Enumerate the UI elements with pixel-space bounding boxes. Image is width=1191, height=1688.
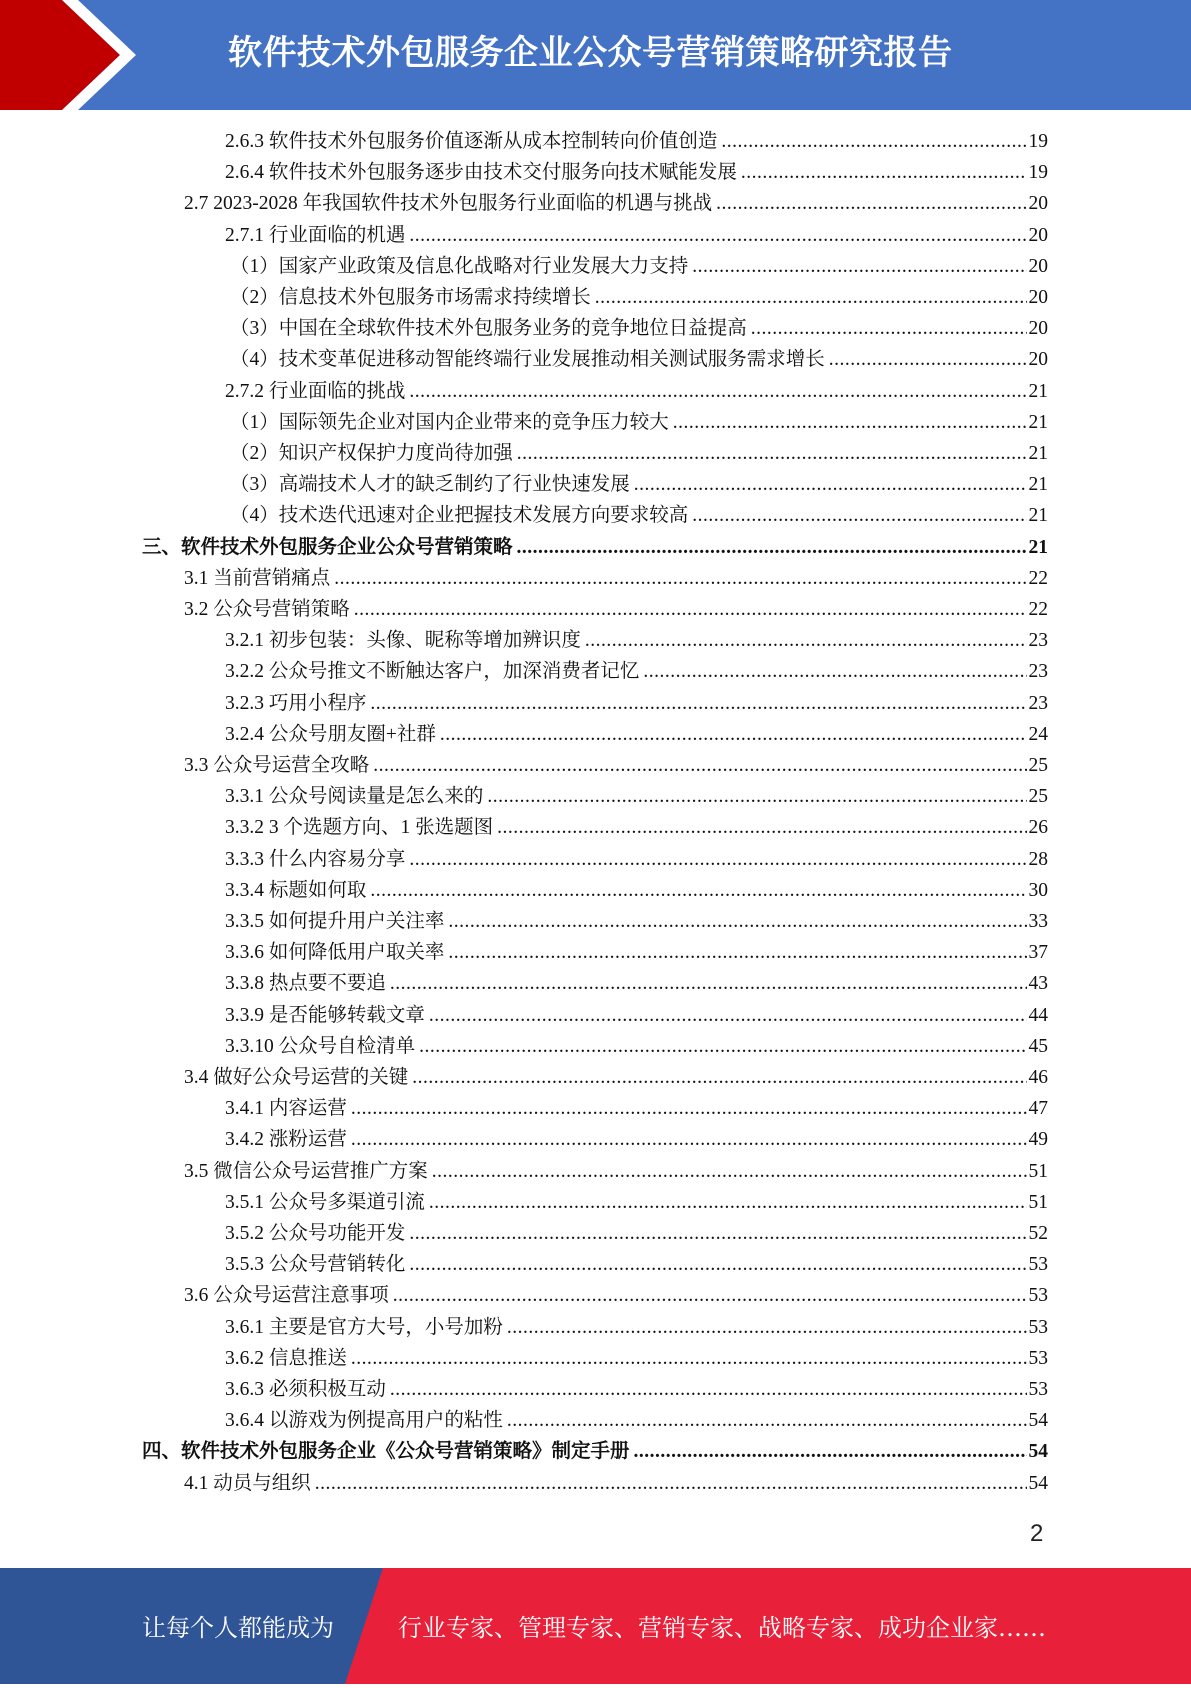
toc-entry-page: 54 [1028, 1441, 1048, 1462]
toc-entry-page: 20 [1028, 349, 1048, 370]
toc-dot-leader [432, 1156, 1027, 1187]
toc-dot-leader [370, 875, 1026, 906]
toc-entry-title: （4）技术变革促进移动智能终端行业发展推动相关测试服务需求增长 [230, 349, 825, 370]
toc-entry-title: 3.6 公众号运营注意事项 [184, 1285, 389, 1306]
toc-entry-page: 53 [1028, 1285, 1048, 1306]
toc-dot-leader [487, 781, 1026, 812]
toc-entry-page: 22 [1028, 568, 1048, 589]
toc-entry-title: 3.6.3 必须积极互动 [225, 1379, 386, 1400]
toc-entry-title: （3）中国在全球软件技术外包服务业务的竞争地位日益提高 [230, 318, 747, 339]
toc-entry-page: 25 [1028, 786, 1048, 807]
toc-entry[interactable] [225, 812, 1048, 843]
toc-entry[interactable] [225, 719, 1048, 750]
toc-entry-title: 3.2.3 巧用小程序 [225, 693, 367, 714]
toc-entry-page: 20 [1028, 318, 1048, 339]
toc-entry[interactable] [230, 500, 1048, 531]
toc-entry-page: 44 [1028, 1005, 1048, 1026]
report-title: 软件技术外包服务企业公众号营销策略研究报告 [228, 33, 953, 73]
toc-dot-leader [448, 906, 1026, 937]
toc-entry[interactable] [184, 1156, 1048, 1187]
toc-dot-leader [351, 1343, 1027, 1374]
toc-entry[interactable] [225, 968, 1048, 999]
toc-entry-title: 3.3.3 什么内容易分享 [225, 849, 406, 870]
toc-entry-page: 51 [1028, 1192, 1048, 1213]
toc-entry-title: 2.7.2 行业面临的挑战 [225, 381, 406, 402]
report-header [0, 0, 1191, 110]
toc-entry-page: 21 [1028, 443, 1048, 464]
toc-dot-leader [390, 1374, 1027, 1405]
toc-entry-page: 25 [1028, 755, 1048, 776]
toc-entry-title: 2.7 2023-2028 年我国软件技术外包服务行业面临的机遇与挑战 [184, 193, 713, 214]
toc-dot-leader [741, 157, 1027, 188]
toc-entry[interactable] [225, 126, 1048, 157]
toc-entry-page: 21 [1028, 474, 1048, 495]
toc-entry[interactable] [225, 220, 1048, 251]
toc-entry[interactable] [225, 1343, 1048, 1374]
toc-entry[interactable] [225, 781, 1048, 812]
toc-entry-title: （1）国际领先企业对国内企业带来的竞争压力较大 [230, 412, 669, 433]
toc-entry[interactable] [225, 844, 1048, 875]
toc-dot-leader [351, 1093, 1027, 1124]
toc-dot-leader [351, 1124, 1027, 1155]
toc-entry-title: 3.4.1 内容运营 [225, 1098, 347, 1119]
toc-entry[interactable] [184, 1280, 1048, 1311]
toc-dot-leader [751, 313, 1027, 344]
toc-dot-leader [643, 656, 1026, 687]
toc-entry-page: 21 [1028, 505, 1048, 526]
toc-dot-leader [409, 376, 1026, 407]
toc-entry-page: 20 [1028, 193, 1048, 214]
toc-entry-title: 3.5.3 公众号营销转化 [225, 1254, 406, 1275]
toc-entry-title: 3.3.5 如何提升用户关注率 [225, 911, 445, 932]
page-number: 2 [1030, 1520, 1044, 1547]
toc-entry[interactable] [230, 438, 1048, 469]
toc-entry-title: 3.3.6 如何降低用户取关率 [225, 942, 445, 963]
toc-entry[interactable] [225, 1249, 1048, 1280]
toc-entry-page: 51 [1028, 1161, 1048, 1182]
toc-entry-page: 21 [1028, 537, 1048, 558]
toc-entry-page: 45 [1028, 1036, 1048, 1057]
toc-entry-page: 53 [1028, 1348, 1048, 1369]
toc-entry[interactable] [225, 937, 1048, 968]
toc-entry-page: 54 [1028, 1410, 1048, 1431]
toc-dot-leader [692, 500, 1026, 531]
toc-entry-page: 43 [1028, 973, 1048, 994]
toc-entry[interactable] [225, 688, 1048, 719]
toc-entry-page: 19 [1028, 162, 1048, 183]
toc-entry-title: （2）知识产权保护力度尚待加强 [230, 443, 513, 464]
toc-dot-leader [634, 469, 1027, 500]
toc-entry[interactable] [225, 157, 1048, 188]
toc-entry-page: 54 [1028, 1473, 1048, 1494]
footer-slogan-right: 行业专家、管理专家、营销专家、战略专家、成功企业家…… [398, 1614, 1046, 1642]
red-chevron-icon [0, 0, 160, 110]
toc-entry-title: 4.1 动员与组织 [184, 1473, 311, 1494]
toc-entry-page: 21 [1028, 381, 1048, 402]
toc-entry[interactable] [225, 1000, 1048, 1031]
toc-dot-leader [507, 1405, 1027, 1436]
toc-entry-title: 3.5.2 公众号功能开发 [225, 1223, 406, 1244]
toc-entry[interactable] [184, 1468, 1048, 1499]
toc-dot-leader [354, 594, 1027, 625]
toc-dot-leader [497, 812, 1026, 843]
toc-dot-leader [692, 251, 1026, 282]
toc-dot-leader [634, 1436, 1027, 1467]
toc-entry-page: 20 [1028, 256, 1048, 277]
toc-entry-title: 3.3.1 公众号阅读量是怎么来的 [225, 786, 484, 807]
toc-entry[interactable] [225, 376, 1048, 407]
toc-entry-page: 20 [1028, 225, 1048, 246]
toc-entry-title: 3.3.8 热点要不要追 [225, 973, 386, 994]
toc-entry-page: 21 [1028, 412, 1048, 433]
toc-entry-page: 23 [1028, 661, 1048, 682]
toc-entry[interactable] [230, 313, 1048, 344]
toc-dot-leader [315, 1468, 1027, 1499]
toc-entry-title: 3.6.1 主要是官方大号，小号加粉 [225, 1317, 503, 1338]
toc-entry-page: 53 [1028, 1254, 1048, 1275]
toc-entry-title: 3.3.2 3 个选题方向、1 张选题图 [225, 817, 494, 838]
toc-dot-leader [409, 220, 1026, 251]
toc-dot-leader [585, 625, 1027, 656]
toc-dot-leader [448, 937, 1026, 968]
toc-dot-leader [419, 1031, 1026, 1062]
toc-entry-title: 四、软件技术外包服务企业《公众号营销策略》制定手册 [142, 1441, 630, 1462]
toc-dot-leader [829, 344, 1027, 375]
toc-entry[interactable] [225, 1187, 1048, 1218]
toc-entry-page: 24 [1028, 724, 1048, 745]
toc-entry-title: 2.6.3 软件技术外包服务价值逐渐从成本控制转向价值创造 [225, 131, 718, 152]
toc-dot-leader [370, 688, 1026, 719]
toc-entry[interactable] [230, 469, 1048, 500]
toc-dot-leader [409, 844, 1026, 875]
toc-entry[interactable] [225, 1218, 1048, 1249]
toc-dot-leader [390, 968, 1027, 999]
toc-entry[interactable] [225, 1031, 1048, 1062]
toc-dot-leader [673, 407, 1027, 438]
toc-dot-leader [716, 188, 1026, 219]
toc-entry-page: 47 [1028, 1098, 1048, 1119]
toc-entry[interactable] [184, 1062, 1048, 1093]
toc-entry-page: 22 [1028, 599, 1048, 620]
toc-entry-page: 20 [1028, 287, 1048, 308]
toc-entry-title: 3.3.9 是否能够转载文章 [225, 1005, 425, 1026]
toc-entry[interactable] [225, 1312, 1048, 1343]
toc-dot-leader [517, 532, 1027, 563]
toc-entry-title: 3.2.1 初步包装：头像、昵称等增加辨识度 [225, 630, 581, 651]
toc-entry[interactable] [225, 906, 1048, 937]
toc-entry-page: 37 [1028, 942, 1048, 963]
toc-entry-page: 26 [1028, 817, 1048, 838]
toc-entry[interactable] [184, 188, 1048, 219]
toc-entry-title: （2）信息技术外包服务市场需求持续增长 [230, 287, 591, 308]
footer-banner [0, 1568, 1191, 1684]
toc-entry-title: 3.4.2 涨粉运营 [225, 1129, 347, 1150]
toc-entry-page: 30 [1028, 880, 1048, 901]
toc-entry-page: 28 [1028, 849, 1048, 870]
toc-dot-leader [373, 750, 1026, 781]
toc-entry-title: 3.3 公众号运营全攻略 [184, 755, 370, 776]
toc-entry[interactable] [225, 656, 1048, 687]
toc-dot-leader [409, 1218, 1026, 1249]
toc-entry-title: 3.6.2 信息推送 [225, 1348, 347, 1369]
toc-dot-leader [507, 1312, 1027, 1343]
toc-entry-title: 2.7.1 行业面临的机遇 [225, 225, 406, 246]
toc-entry[interactable] [225, 1374, 1048, 1405]
toc-entry-title: 3.6.4 以游戏为例提高用户的粘性 [225, 1410, 503, 1431]
toc-entry[interactable] [184, 563, 1048, 594]
footer-slogan-left: 让每个人都能成为 [142, 1614, 334, 1642]
toc-entry-page: 53 [1028, 1379, 1048, 1400]
toc-dot-leader [721, 126, 1026, 157]
toc-dot-leader [334, 563, 1026, 594]
toc-entry[interactable] [225, 625, 1048, 656]
toc-entry[interactable] [230, 282, 1048, 313]
toc-entry[interactable] [230, 407, 1048, 438]
toc-entry-page: 19 [1028, 131, 1048, 152]
toc-entry-title: 3.4 做好公众号运营的关键 [184, 1067, 409, 1088]
toc-entry[interactable] [184, 750, 1048, 781]
toc-entry-title: 3.3.4 标题如何取 [225, 880, 367, 901]
toc-entry-title: 3.2 公众号营销策略 [184, 599, 350, 620]
toc-entry[interactable] [184, 594, 1048, 625]
toc-entry[interactable] [230, 344, 1048, 375]
toc-entry[interactable] [225, 1124, 1048, 1155]
toc-dot-leader [595, 282, 1027, 313]
toc-entry-title: （4）技术迭代迅速对企业把握技术发展方向要求较高 [230, 505, 689, 526]
toc-dot-leader [412, 1062, 1026, 1093]
toc-entry-page: 46 [1028, 1067, 1048, 1088]
toc-dot-leader [409, 1249, 1026, 1280]
toc-dot-leader [440, 719, 1027, 750]
toc-entry-page: 33 [1028, 911, 1048, 932]
toc-entry-title: （1）国家产业政策及信息化战略对行业发展大力支持 [230, 256, 689, 277]
toc-dot-leader [393, 1280, 1027, 1311]
toc-dot-leader [429, 1187, 1027, 1218]
toc-entry[interactable] [142, 532, 1048, 563]
toc-entry-title: 3.2.4 公众号朋友圈+社群 [225, 724, 436, 745]
toc-entry[interactable] [230, 251, 1048, 282]
toc-entry-title: （3）高端技术人才的缺乏制约了行业快速发展 [230, 474, 630, 495]
toc-entry-title: 3.1 当前营销痛点 [184, 568, 331, 589]
toc-entry-page: 53 [1028, 1317, 1048, 1338]
toc-entry-page: 49 [1028, 1129, 1048, 1150]
toc-entry-title: 3.5.1 公众号多渠道引流 [225, 1192, 425, 1213]
toc-entry-title: 3.3.10 公众号自检清单 [225, 1036, 416, 1057]
toc-entry-page: 52 [1028, 1223, 1048, 1244]
toc-entry-page: 23 [1028, 630, 1048, 651]
toc-entry-page: 23 [1028, 693, 1048, 714]
toc-entry-title: 3.2.2 公众号推文不断触达客户，加深消费者记忆 [225, 661, 640, 682]
toc-dot-leader [517, 438, 1027, 469]
toc-entry-title: 3.5 微信公众号运营推广方案 [184, 1161, 428, 1182]
toc-entry[interactable] [225, 1093, 1048, 1124]
toc-entry-title: 三、软件技术外包服务企业公众号营销策略 [142, 537, 513, 558]
toc-entry[interactable] [142, 1436, 1048, 1467]
toc-entry[interactable] [225, 1405, 1048, 1436]
toc-entry-title: 2.6.4 软件技术外包服务逐步由技术交付服务向技术赋能发展 [225, 162, 737, 183]
toc-entry[interactable] [225, 875, 1048, 906]
toc-dot-leader [429, 1000, 1027, 1031]
